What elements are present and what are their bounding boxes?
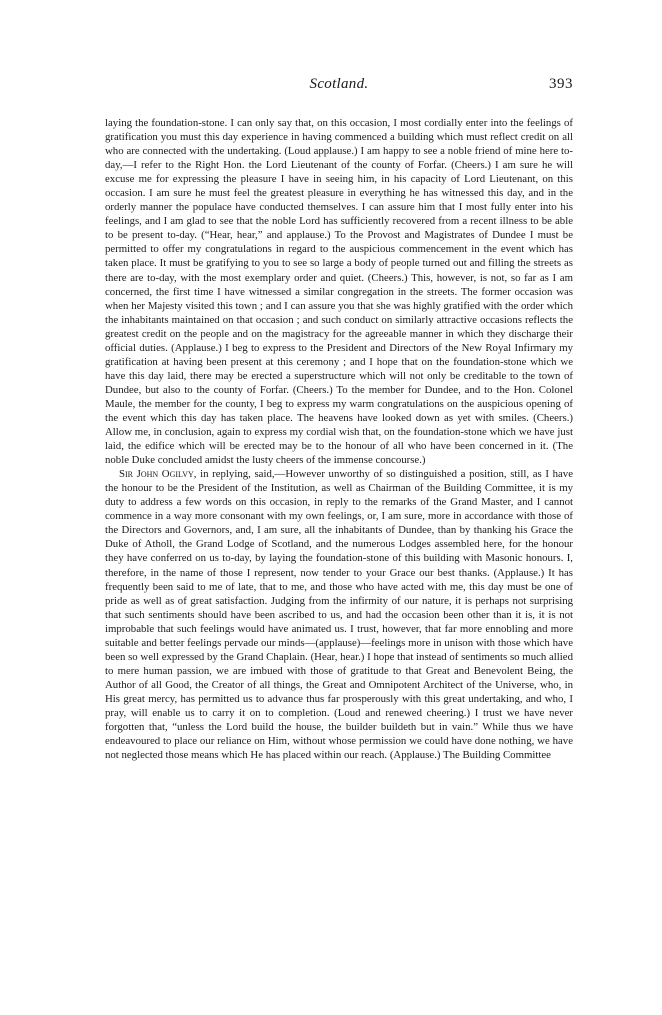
paragraph-ogilvy-text: , in replying, said,—However unworthy of so distinguished a position, still, as I have the honour to be the President of the Institution, as well as Chairman of the Building Committee, it is my duty to address a few words on this occasion, in reply to the remarks of the Grand Master, and I cannot commence in a way more consonant with my own feelings, or, I am sure, more in accordance with those of the Directors and Governors, and, I am sure, all the inhabitants of Dundee, than by thanking his Grace the Duke of Atholl, the Grand Lodge of Scotland, and the numerous Lodges assembled here, for the honour they have conferred on us to-day, by laying the foundation-stone of this building with Masonic honours. I, therefore, in the name of those I represent, now tender to your Grace our best thanks. (Applause.) It has frequently been said to me of late, that to me, and those who have acted with me, this day must be one of pride as well as of great satisfaction. Judging from the infirmity of our nature, it is perhaps not surprising that such sentiments should have been ascribed to us, and had the occasion been other than it is, it is not improbable that such feelings would have animated us. I trust, however, that far more ennobling and more suitable and better feelings pervade our minds—(applause)—feelings more in unison with those which have been so well expressed by the Grand Chaplain. (Hear, hear.) I hope that instead of sentiments so much allied to mere human passion, we are imbued with those of gratitude to that Great and Benevolent Being, the Author of all Good, the Creator of all things, the Great and Omnipotent Architect of the Universe, who, in His great mercy, has permitted us to advance thus far prosperously with this great undertaking, and who, I pray, will enable us to carry it on to completion. (Loud and renewed cheering.) I trust we have never forgotten that, “unless the Lord build the house, the builder buildeth but in vain.” While thus we have endeavoured to place our reliance on Him, without whose permission we could have done nothing, we have not neglected those means which He has placed within our reach. (Applause.) The Building Committee	[105, 468, 573, 762]
speaker-name: Sir John Ogilvy	[119, 468, 194, 481]
paragraph-duke-speech: laying the foundation-stone. I can only say that, on this occasion, I most cordially enter into the feelings of gratification you must this day experience in having commenced a building which must reflect credit on all who are connected with the undertaking. (Loud applause.) I am happy to see a noble friend of mine here to-day,—I refer to the Right Hon. the Lord Lieutenant of the county of Forfar. (Cheers.) I am sure he will excuse me for expressing the pleasure I have in seeing him, in his capacity of Lord Lieutenant, on this occasion. I am sure he must feel the greatest pleasure in everything he has witnessed this day, and in the orderly manner the populace have conducted themselves. I can assure him that I most fully enter into his feelings, and I am glad to see that the noble Lord has sufficiently recovered from a recent illness to be able to be present to-day. (“Hear, hear,” and applause.) To the Provost and Magistrates of Dundee I must be permitted to offer my congratulations in regard to the auspicious commencement in the event which has taken place. It must be gratifying to you to see so large a body of people turned out and filling the streets as there are to-day, with the most exemplary order and quiet. (Cheers.) This, however, is not, so far as I am concerned, the first time I have witnessed a similar congregation in the streets. The former occasion was when her Majesty visited this town ; and I can assure you that she was highly gratified with the order which the inhabitants maintained on that occasion ; and such conduct on similarly attractive occasions reflects the greatest credit on the people and on the magistracy for the agreeable manner in which they discharge their official duties. (Applause.) I beg to express to the President and Directors of the New Royal Infirmary my gratification at having been present at this ceremony ; and I hope that on the foundation-stone which we have this day laid, there may be erected a superstructure which will not only be creditable to the town of Dundee, but also to the county of Forfar. (Cheers.) To the member for Dundee, and to the Hon. Colonel Maule, the member for the county, I beg to express my warm congratulations on the auspicious opening of the event which this day has taken place. The heavens have looked down as yet with smiles. (Cheers.) Allow me, in conclusion, again to express my cordial wish that, on the foundation-stone which we have just laid, the edifice which will be erected may be to the honour of all who have been concerned in it. (The noble Duke concluded amidst the lusty cheers of the immense concourse.)	[105, 117, 573, 467]
paragraph-ogilvy-reply	[105, 467, 573, 762]
body-text	[105, 116, 573, 762]
running-title: Scotland.	[309, 76, 369, 92]
running-head	[105, 76, 573, 98]
page-number: 393	[549, 76, 573, 92]
